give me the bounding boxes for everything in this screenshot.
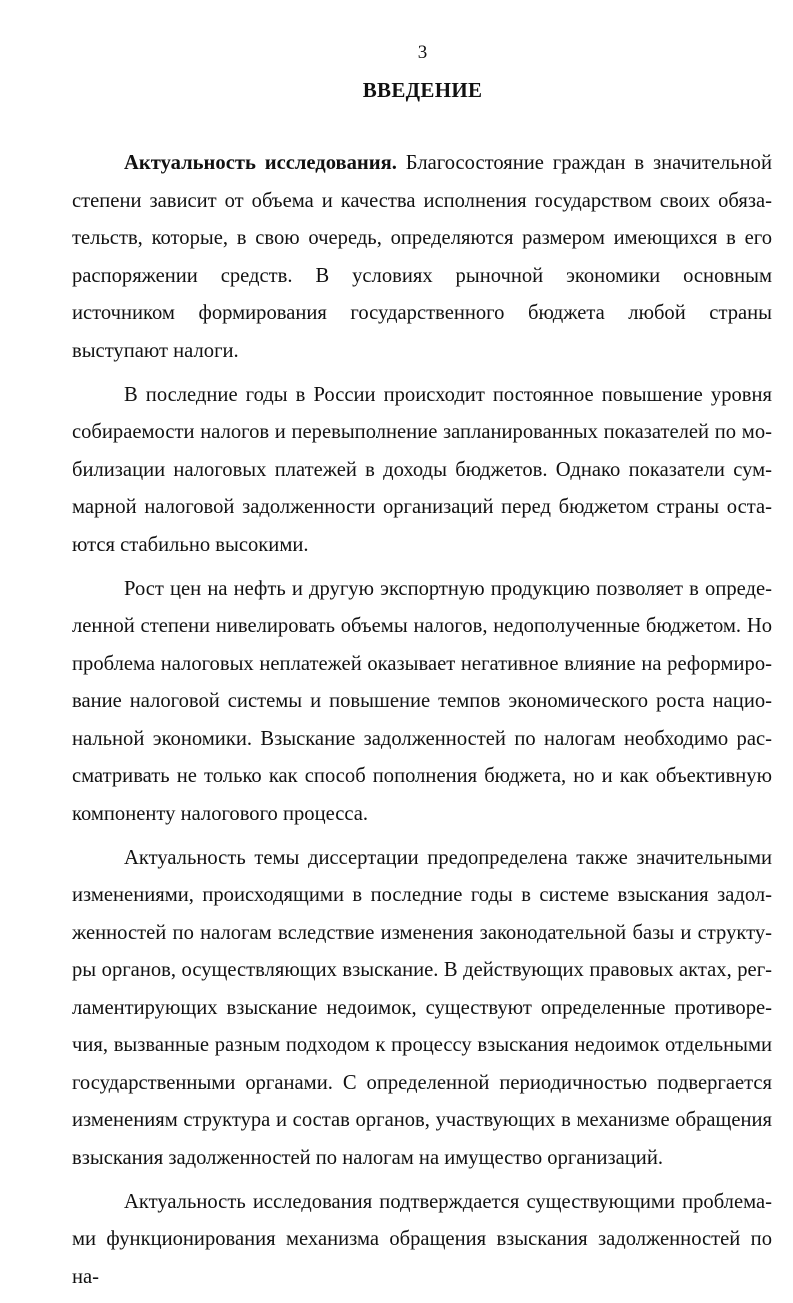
paragraph: Рост цен на нефть и другую экспортную продукцию позволяет в определенной степени нивелировать объемы налогов, недополученные бюджетом. Но проблема налоговых неплатежей оказывает негативное влияние на реформирование налоговой системы и повышение темпов экономического роста национальной экономики. Взыскание задолженностей по налогам необходимо рассматривать не только как способ пополнения бюджета, но и как объективную компоненту налогового процесса. [72, 577, 772, 825]
page-number: 3 [417, 42, 428, 63]
paragraph: Актуальность темы диссертации предопределена также значительными изменениями, происходящими в последние годы в системе взыскания задолженностей по налогам вследствие изменения законодательной базы и структуры органов, осуществляющих взыскание. В действующих правовых актах, регламентирующих взыскание недоимок, существуют определенные противоречия, вызванные разным подходом к процессу взыскания недоимок отдельными государственными органами. С определенной периодичностью подвергается изменениям структура и состав органов, участвующих в механизме обращения взыскания задолженностей по налогам на имущество организаций. [72, 846, 772, 1169]
paragraph: Актуальность исследования подтверждается существующими проблемами функционирования механизма обращения взыскания задолженностей по на- [72, 1190, 772, 1288]
paragraph-text: Благосостояние граждан в значительной степени зависит от объема и качества исполнения государством своих обязательств, которые, в свою очередь, определяются размером имеющихся в его распоряжении средств. В условиях рыночной экономики основным источником формирования государственного бюджета любой страны выступают налоги. [72, 152, 772, 362]
paragraph [72, 145, 772, 370]
section-heading: ВВЕДЕНИЕ [362, 78, 483, 102]
paragraph-lead: Актуальность исследования. [124, 152, 397, 174]
body-text [72, 145, 772, 1303]
paragraph: В последние годы в России происходит постоянное повышение уровня собираемости налогов и перевыполнение запланированных показателей по мобилизации налоговых платежей в доходы бюджетов. Однако показатели суммарной налоговой задолженности организаций перед бюджетом страны остаются стабильно высокими. [72, 383, 772, 556]
